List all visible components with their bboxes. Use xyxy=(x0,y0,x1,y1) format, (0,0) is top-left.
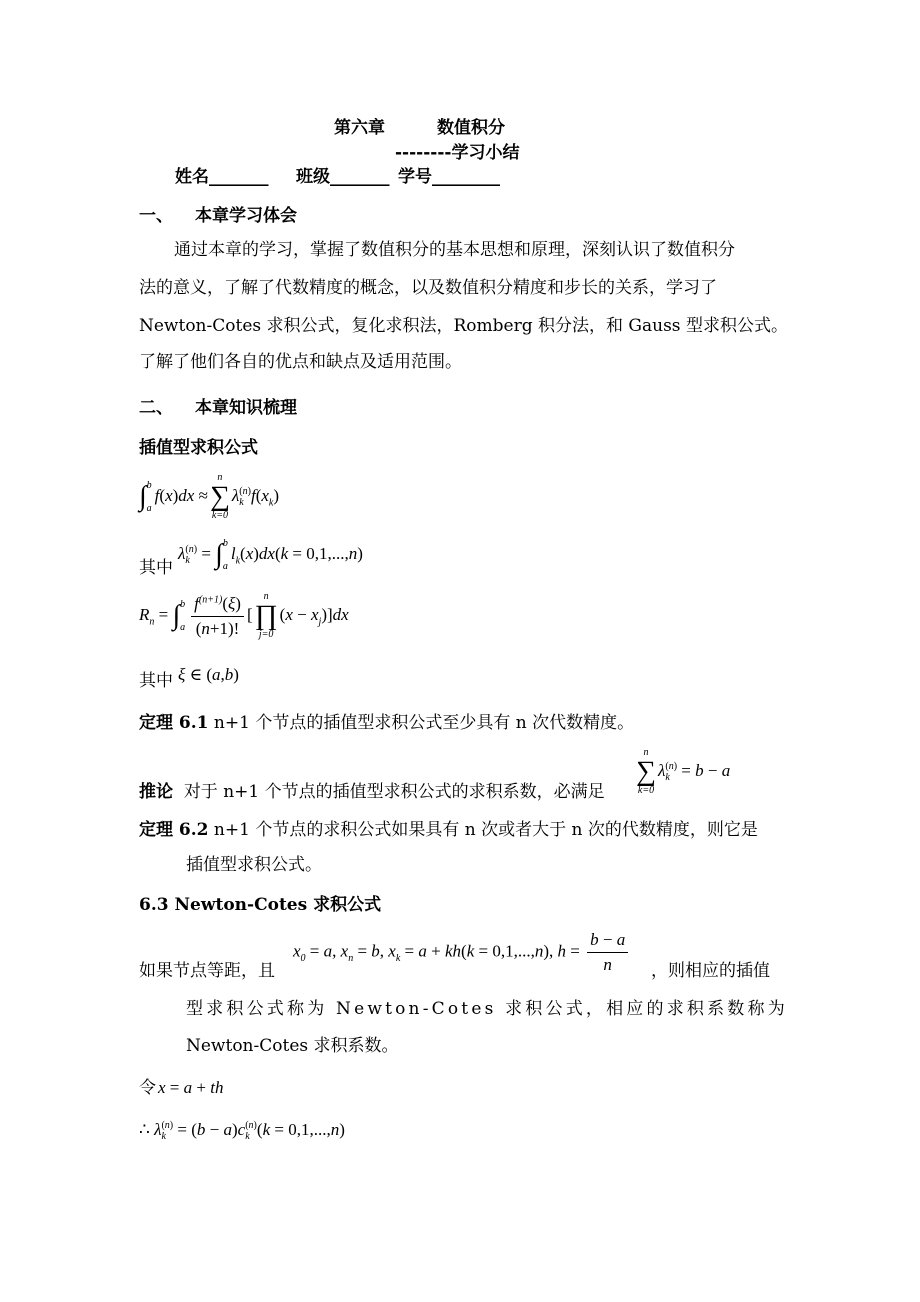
corollary-text: 对于 n+1 个节点的插值型求积公式的求积系数，必满足 xyxy=(183,782,605,802)
student-id-field: 学号________ xyxy=(398,167,500,187)
theorem-6-1-label: 定理 6.1 xyxy=(139,713,209,733)
name-field: 姓名_______ xyxy=(175,167,269,187)
coefficient-formula: λ (n) k = ∫ b a $l_k(x)dx(k = 0,1,...,n)$ xyxy=(178,538,363,572)
section1-line-2: 法的意义，了解了代数精度的概念，以及数值积分精度和步长的关系，学习了 xyxy=(139,278,717,298)
substitution-formula: x = a + th xyxy=(158,1078,224,1097)
corollary-label: 推论 xyxy=(139,782,173,802)
theorem-6-2-continued: 插值型求积公式。 xyxy=(186,855,322,875)
coefficient-sum-formula: n ∑ k=0 λ (n) k = b − a xyxy=(636,747,731,796)
remainder-formula: $R_n$ = ∫ b a $\frac{f^{(n+1)}(\xi)}{(n+1)!}$ [ n ∏ j=0 $(x - x_j)]dx$ xyxy=(139,591,349,640)
corollary xyxy=(139,778,605,806)
equidistant-nodes-formula: $x_0 = a$, $x_n = b$, $x_k = a + kh(k = 0,1,...,n)$, h = $\frac{b - a}{n}$ xyxy=(293,930,631,975)
section1-line-3: Newton-Cotes 求积公式，复化求积法，Romberg 积分法，和 Gauss 型求积公式。 xyxy=(139,316,788,336)
newton-cotes-heading: 6.3 Newton-Cotes 求积公式 xyxy=(139,895,382,915)
section1-number: 一、 xyxy=(139,206,173,226)
let-label: 令 xyxy=(139,1078,156,1098)
newton-cotes-line-3: Newton-Cotes 求积系数。 xyxy=(186,1036,399,1056)
chapter-topic: 数值积分 xyxy=(437,118,505,138)
theorem-6-1 xyxy=(139,709,634,737)
chapter-subtitle: --------学习小结 xyxy=(395,143,520,163)
newton-cotes-intro: 如果节点等距，且 xyxy=(139,961,275,981)
xi-interval: ξ ∈ (a,b) xyxy=(178,665,239,684)
class-field: 班级_______ xyxy=(296,167,390,187)
section1-line-4: 了解了他们各自的优点和缺点及适用范围。 xyxy=(139,352,462,372)
section2-heading: 本章知识梳理 xyxy=(195,398,297,418)
section2-number: 二、 xyxy=(139,398,173,418)
quadrature-formula: ∫ b a f(x)dx ≈ n ∑ k=0 λ (n) k $f(x_k)$ xyxy=(139,472,280,521)
theorem-6-2-label: 定理 6.2 xyxy=(139,820,209,840)
interp-formula-heading: 插值型求积公式 xyxy=(139,438,258,458)
newton-cotes-after: ，则相应的插值 xyxy=(651,961,770,981)
section1-heading: 本章学习体会 xyxy=(195,206,297,226)
where-label-2: 其中 xyxy=(139,671,173,691)
cotes-coefficient-formula: ∴ λ (n) k = (b − a)c (n) k (k = 0,1,...,n) xyxy=(139,1120,345,1143)
theorem-6-2 xyxy=(139,816,758,844)
newton-cotes-line-2: 型求积公式称为 Newton-Cotes 求积公式，相应的求积系数称为 xyxy=(186,999,788,1019)
where-label-1: 其中 xyxy=(139,558,173,578)
section1-line-1: 通过本章的学习，掌握了数值积分的基本思想和原理，深刻认识了数值积分 xyxy=(174,240,735,260)
chapter-label: 第六章 xyxy=(334,118,385,138)
theorem-6-1-text: n+1 个节点的插值型求积公式至少具有 n 次代数精度。 xyxy=(213,713,635,733)
theorem-6-2-text: n+1 个节点的求积公式如果具有 n 次或者大于 n 次的代数精度，则它是 xyxy=(213,820,758,840)
